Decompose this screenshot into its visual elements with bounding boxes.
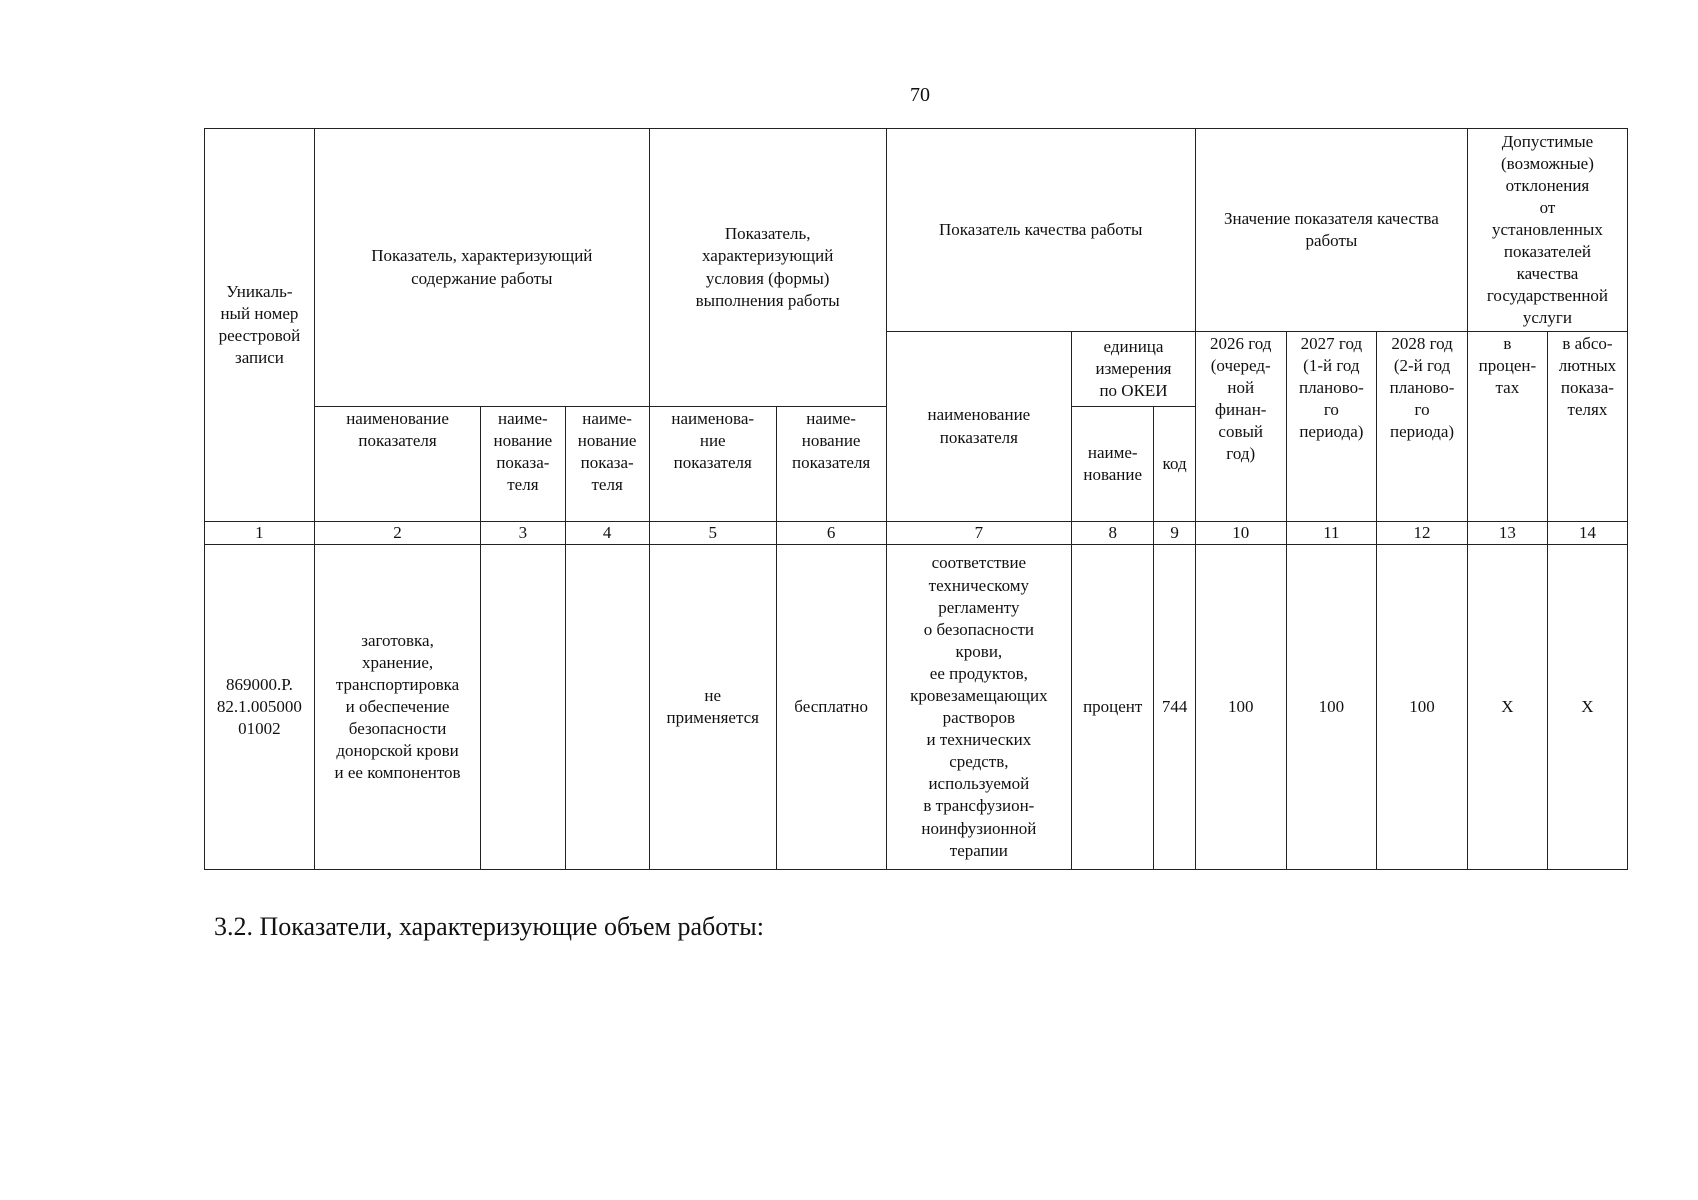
header-unit-okei: единица измерения по ОКЕИ [1072,332,1196,407]
cell-content-indicator: заготовка, хранение, транспортировка и обеспечение безопасности донорской крови и ее компонентов [314,545,480,870]
header-year-2028: 2028 год (2-й год планово- го периода) [1377,332,1468,522]
column-number: 13 [1467,522,1547,545]
page-number: 70 [910,84,930,106]
cell-quality-indicator-name: соответствие техническому регламенту о безопасности крови, ее продуктов, кровезамещающих растворов и технических средств, используемой в трансфузион- ноинфузионной терапии [886,545,1072,870]
column-number: 5 [649,522,776,545]
column-number: 1 [205,522,315,545]
header-col6-name: наиме- нование показателя [776,407,886,522]
column-number: 4 [565,522,649,545]
column-number: 10 [1195,522,1286,545]
header-unique-number: Уникаль- ный номер реестровой записи [205,129,315,522]
header-quality-indicator: Показатель качества работы [886,129,1195,332]
cell-deviation-percent: Х [1467,545,1547,870]
header-quality-value: Значение показателя качества работы [1195,129,1467,332]
cell-value-2026: 100 [1195,545,1286,870]
column-number: 8 [1072,522,1154,545]
column-number: 6 [776,522,886,545]
section-heading: 3.2. Показатели, характеризующие объем работы: [214,912,764,941]
header-year-2027: 2027 год (1-й год планово- го периода) [1286,332,1377,522]
header-unit-name: наиме- нование [1072,407,1154,522]
column-number: 11 [1286,522,1377,545]
header-content-group: Показатель, характеризующий содержание работы [314,129,649,407]
header-col3-name: наиме- нование показа- теля [481,407,565,522]
cell-value-2027: 100 [1286,545,1377,870]
column-number: 14 [1547,522,1627,545]
cell-col3 [481,545,565,870]
header-indicator-name: наименование показателя [886,332,1072,522]
header-in-absolute: в абсо- лютных показа- телях [1547,332,1627,522]
cell-unit-name: процент [1072,545,1154,870]
cell-condition-1: не применяется [649,545,776,870]
cell-condition-2: бесплатно [776,545,886,870]
cell-registry-number: 869000.Р. 82.1.005000 01002 [205,545,315,870]
cell-deviation-absolute: Х [1547,545,1627,870]
cell-col4 [565,545,649,870]
header-col4-name: наиме- нование показа- теля [565,407,649,522]
header-year-2026: 2026 год (очеред- ной финан- совый год) [1195,332,1286,522]
header-in-percent: в процен- тах [1467,332,1547,522]
header-col2-name: наименование показателя [314,407,480,522]
column-number: 2 [314,522,480,545]
table-row [205,545,1628,870]
header-col5-name: наименова- ние показателя [649,407,776,522]
header-deviations: Допустимые (возможные) отклонения от установленных показателей качества государственной услуги [1467,129,1627,332]
quality-indicators-table [204,128,1628,870]
header-unit-code: код [1154,407,1196,522]
column-number: 9 [1154,522,1196,545]
column-numbers-row [205,522,1628,545]
header-conditions-group: Показатель, характеризующий условия (формы) выполнения работы [649,129,886,407]
column-number: 7 [886,522,1072,545]
cell-value-2028: 100 [1377,545,1468,870]
cell-unit-code: 744 [1154,545,1196,870]
column-number: 3 [481,522,565,545]
column-number: 12 [1377,522,1468,545]
